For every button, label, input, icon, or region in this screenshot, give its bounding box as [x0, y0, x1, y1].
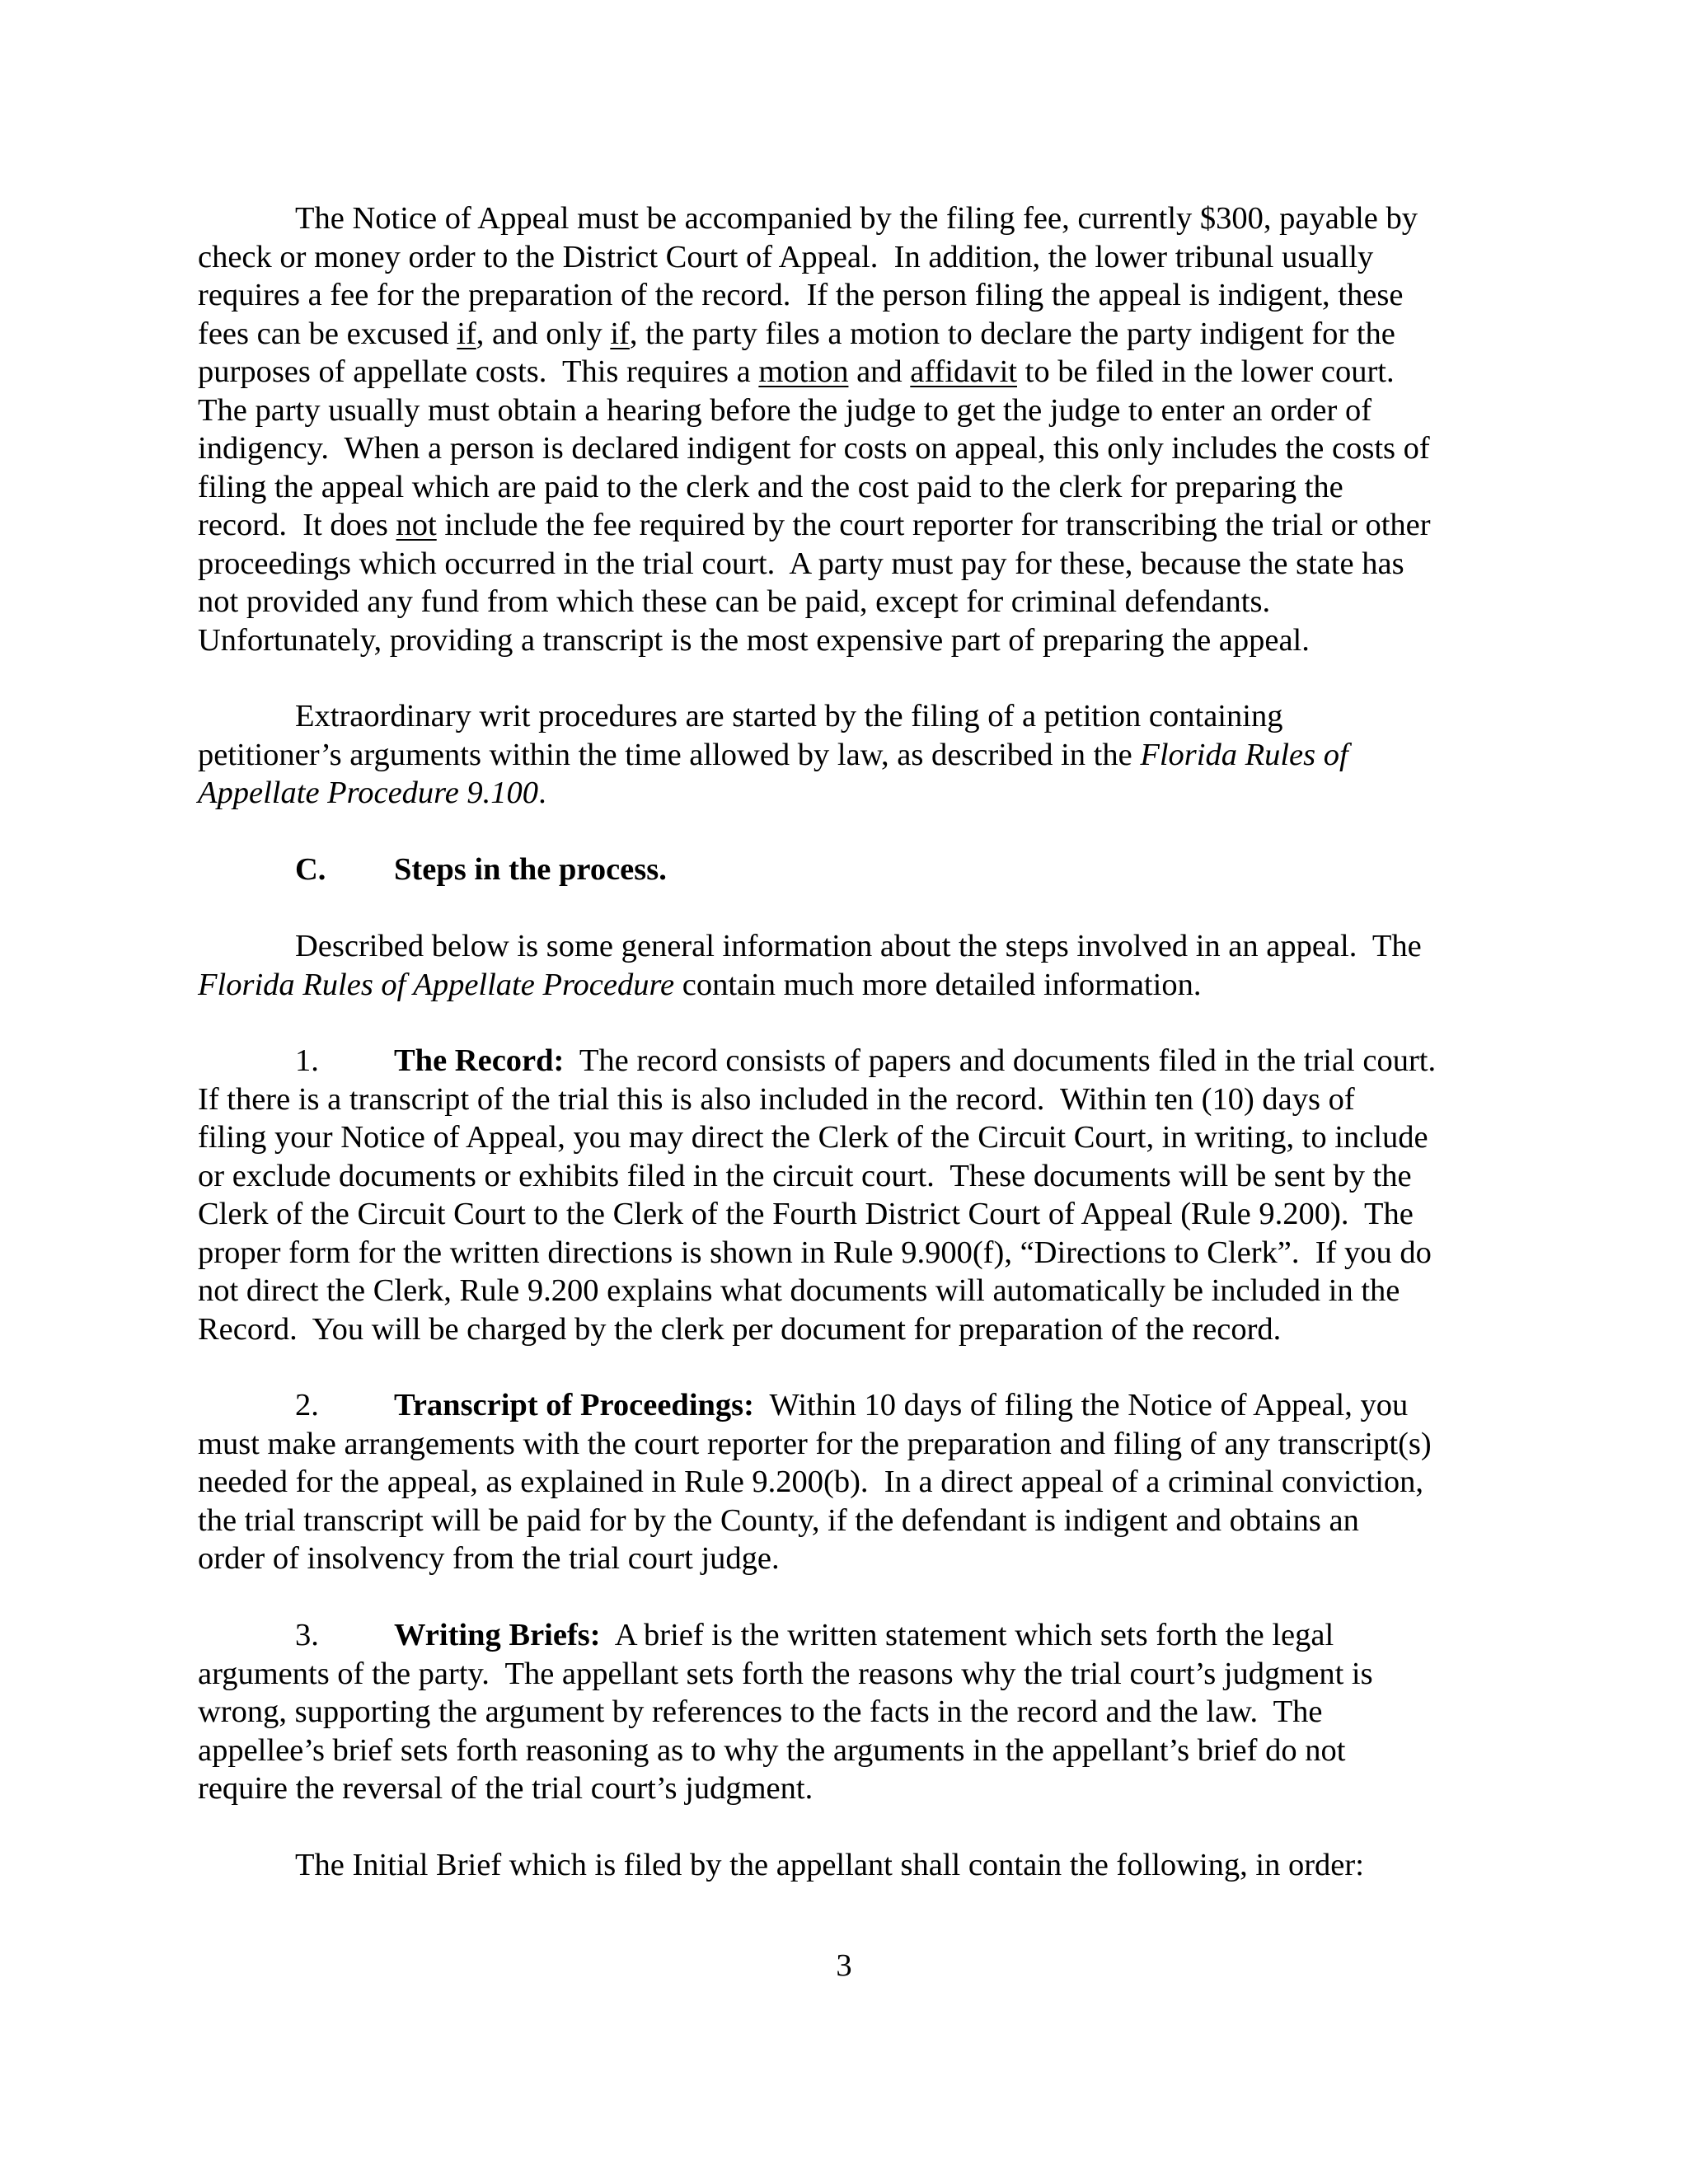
item-number: 3.	[295, 1618, 319, 1652]
text-line: indigency. When a person is declared indigent for costs on appeal, this only includes the costs of	[198, 431, 1430, 466]
italic-citation: Appellate Procedure 9.100	[198, 776, 539, 810]
text-line: Described below is some general information about the steps involved in an appeal. The	[295, 929, 1422, 963]
text-line: wrong, supporting the argument by references to the facts in the record and the law. The	[198, 1694, 1323, 1729]
text-line: purposes of appellate costs. This requires a	[198, 354, 759, 389]
page-number: 3	[836, 1948, 852, 1983]
item-number: 2.	[295, 1388, 319, 1422]
underlined-text: affidavit	[910, 354, 1018, 389]
text-line: and	[848, 354, 911, 389]
text-line: check or money order to the District Court of Appeal. In addition, the lower tribunal usually	[198, 239, 1374, 274]
text-line: The record consists of papers and documents filed in the trial court.	[564, 1043, 1437, 1078]
text-line: include the fee required by the court reporter for transcribing the trial or other	[436, 508, 1431, 542]
text-line: filing the appeal which are paid to the clerk and the cost paid to the clerk for preparing the	[198, 469, 1343, 504]
list-item-transcript	[198, 1386, 1484, 1578]
text-line: contain much more detailed information.	[674, 967, 1202, 1002]
text-line: must make arrangements with the court reporter for the preparation and filing of any transcript(s)	[198, 1426, 1432, 1461]
text-line: requires a fee for the preparation of the record. If the person filing the appeal is indigent, these	[198, 278, 1404, 312]
text-line: appellee’s brief sets forth reasoning as to why the arguments in the appellant’s brief do not	[198, 1732, 1346, 1768]
item-number: 1.	[295, 1043, 319, 1078]
item-title: The Record:	[394, 1043, 565, 1078]
paragraph-filing-fee	[198, 199, 1484, 659]
underlined-text: motion	[758, 354, 849, 389]
text-line: , the party files a motion to declare the party indigent for the	[629, 316, 1395, 351]
text-line: fees can be excused	[198, 316, 457, 351]
text-line: not direct the Clerk, Rule 9.200 explains what documents will automatically be included in the	[198, 1273, 1400, 1308]
text-line: Record. You will be charged by the clerk per document for preparation of the record.	[198, 1311, 1282, 1347]
list-item-writing-briefs	[198, 1616, 1484, 1808]
text-line: record. It does	[198, 508, 396, 542]
underlined-text: if	[610, 316, 630, 351]
section-title: Steps in the process.	[394, 852, 667, 887]
underlined-text: if	[457, 316, 476, 351]
section-heading-c	[198, 851, 1484, 889]
text-line: petitioner’s arguments within the time allowed by law, as described in the	[198, 737, 1141, 772]
text-line: or exclude documents or exhibits filed in the circuit court. These documents will be sent by the	[198, 1158, 1412, 1193]
text-line: The Initial Brief which is filed by the appellant shall contain the following, in order:	[295, 1848, 1364, 1882]
section-number: C.	[295, 852, 326, 887]
text-line: , and only	[476, 316, 611, 351]
paragraph-described-below	[198, 927, 1484, 1004]
underlined-text: not	[396, 508, 437, 542]
text-line: proceedings which occurred in the trial court. A party must pay for these, because the state has	[198, 546, 1404, 581]
text-line: require the reversal of the trial court’s judgment.	[198, 1771, 814, 1806]
text-line: The Notice of Appeal must be accompanied by the filing fee, currently $300, payable by	[295, 201, 1418, 236]
text-line: Clerk of the Circuit Court to the Clerk of the Fourth District Court of Appeal (Rule 9.200). The	[198, 1197, 1414, 1231]
paragraph-initial-brief	[198, 1846, 1484, 1885]
text-line: the trial transcript will be paid for by the County, if the defendant is indigent and obtains an	[198, 1502, 1359, 1538]
text-line: Within 10 days of filing the Notice of Appeal, you	[753, 1388, 1409, 1422]
italic-citation: Florida Rules of	[1140, 737, 1348, 772]
text-line: Extraordinary writ procedures are started by the filing of a petition containing	[295, 699, 1283, 733]
list-item-the-record	[198, 1042, 1484, 1348]
text-line: A brief is the written statement which sets forth the legal	[600, 1618, 1334, 1652]
text-line: to be filed in the lower court.	[1017, 354, 1395, 389]
text-line: Unfortunately, providing a transcript is the most expensive part of preparing the appeal.	[198, 622, 1310, 658]
text-line: filing your Notice of Appeal, you may direct the Clerk of the Circuit Court, in writing, to include	[198, 1120, 1428, 1155]
text-line: not provided any fund from which these can be paid, except for criminal defendants.	[198, 584, 1271, 619]
text-line: If there is a transcript of the trial this is also included in the record. Within ten (10) days of	[198, 1081, 1355, 1117]
text-line: needed for the appeal, as explained in Rule 9.200(b). In a direct appeal of a criminal conviction,	[198, 1465, 1424, 1499]
paragraph-extraordinary-writ	[198, 697, 1484, 813]
italic-citation: Florida Rules of Appellate Procedure	[198, 967, 675, 1002]
text-line: arguments of the party. The appellant sets forth the reasons why the trial court’s judgment is	[198, 1656, 1373, 1691]
text-line: proper form for the written directions is shown in Rule 9.900(f), “Directions to Clerk”. If you do	[198, 1235, 1432, 1270]
text-line: order of insolvency from the trial court judge.	[198, 1541, 780, 1576]
item-title: Writing Briefs:	[394, 1618, 601, 1652]
text-line: .	[538, 776, 546, 810]
item-title: Transcript of Proceedings:	[394, 1388, 754, 1422]
text-line: The party usually must obtain a hearing before the judge to get the judge to enter an order of	[198, 392, 1372, 428]
